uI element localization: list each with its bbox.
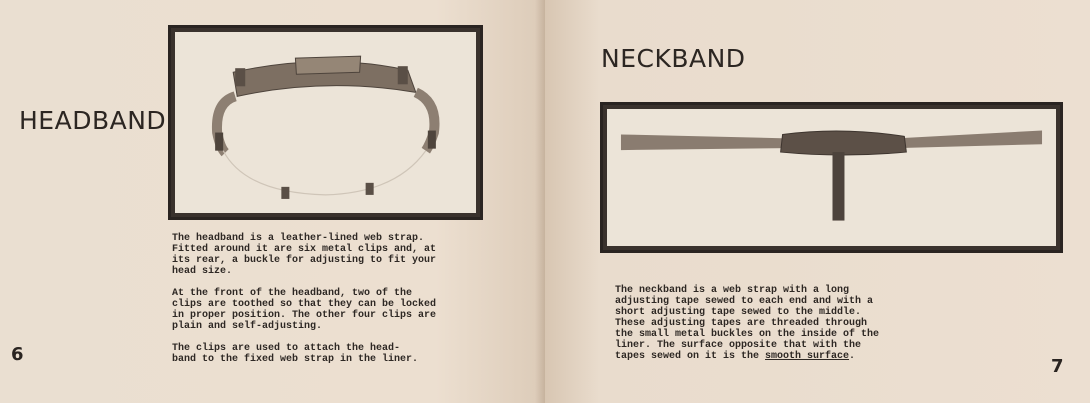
neckband-description [615,285,985,362]
neckband-paragraph-end: . [849,351,856,362]
headband-paragraph-3: The clips are used to attach the head- band to the fixed web strap in the liner. [172,343,419,365]
headband-photo [175,32,476,213]
neckband-heading: NECKBAND [601,44,746,73]
neckband-photo-frame [600,102,1063,253]
smooth-surface-emphasis: smooth surface [765,351,850,362]
neckband-photo [607,109,1056,246]
headband-paragraph-1: The headband is a leather-lined web strap. Fitted around it are six metal clips and, at its rear, a buckle for adjusting to fit your head size. [172,233,437,277]
right-page [545,0,1090,403]
headband-illustration [175,32,476,213]
neckband-illustration [607,109,1056,246]
page-number-right: 7 [1051,356,1064,377]
neckband-paragraph [615,285,985,362]
headband-description [172,233,492,365]
headband-heading: HEADBAND [19,106,167,135]
neckband-paragraph-text: The neckband is a web strap with a long adjusting tape sewed to each end and with a short adjusting tape sewed to the middle. These adjusting tapes are threaded through the small metal buckles on the inside of the liner. The surface opposite that with the tapes sewed on it is the [615,285,880,362]
page-number-left: 6 [11,344,24,365]
headband-paragraph-2: At the front of the headband, two of the clips are toothed so that they can be locked in proper position. The other four clips are plain and self-adjusting. [172,288,437,332]
headband-photo-frame [168,25,483,220]
